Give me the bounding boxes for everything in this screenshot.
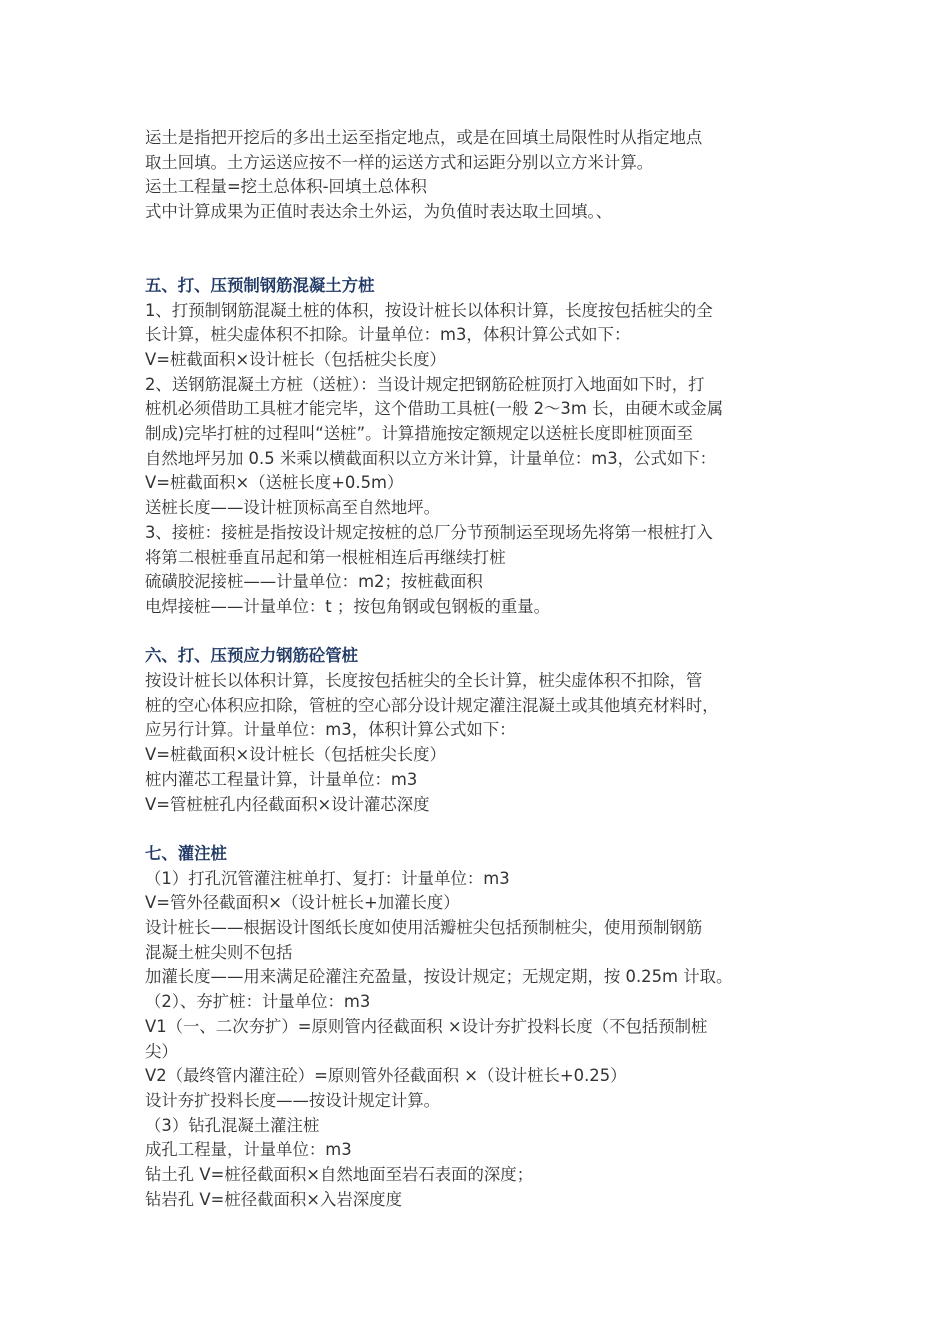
intro-line: 取土回填。土方运送应按不一样的运送方式和运距分别以立方米计算。 bbox=[145, 152, 654, 172]
body-line: 电焊接桩——计量单位：t ；按包角钢或包钢板的重量。 bbox=[145, 596, 551, 616]
body-line: （1）打孔沉管灌注桩单打、复打：计量单位：m3 bbox=[145, 868, 510, 888]
intro-line: 运土是指把开挖后的多出土运至指定地点，或是在回填土局限性时从指定地点 bbox=[145, 128, 703, 147]
body-line: 加灌长度——用来满足砼灌注充盈量，按设计规定；无规定期，按 0.25m 计取。 bbox=[145, 967, 733, 987]
section-heading: 七、灌注桩 bbox=[145, 843, 227, 863]
body-line: 设计夯扩投料长度——按设计规定计算。 bbox=[145, 1090, 441, 1110]
body-line: 钻土孔 V=桩径截面积×自然地面至岩石表面的深度； bbox=[145, 1165, 534, 1185]
intro-line: 运土工程量=挖土总体积-回填土总体积 bbox=[145, 177, 427, 197]
intro-line: 式中计算成果为正值时表达余土外运，为负值时表达取土回填。、 bbox=[145, 202, 613, 222]
section-heading: 五、打、压预制钢筋混凝土方桩 bbox=[145, 275, 375, 295]
body-line: 应另行计算。计量单位：m3，体积计算公式如下： bbox=[145, 720, 516, 740]
body-line: V=桩截面积×设计桩长（包括桩尖长度） bbox=[145, 349, 446, 369]
body-line: 将第二根桩垂直吊起和第一根桩相连后再继续打桩 bbox=[145, 547, 506, 567]
body-line: 设计桩长——根据设计图纸长度如使用活瓣桩尖包括预制桩尖，使用预制钢筋 bbox=[145, 918, 703, 938]
body-line: 1、打预制钢筋混凝土桩的体积，按设计桩长以体积计算，长度按包括桩尖的全 bbox=[145, 300, 713, 320]
body-line: 混凝土桩尖则不包括 bbox=[145, 942, 293, 962]
body-line: 尖） bbox=[145, 1041, 178, 1061]
intro-block bbox=[145, 126, 815, 225]
section-5 bbox=[145, 274, 815, 620]
document-page bbox=[145, 126, 815, 1213]
body-line: 桩的空心体积应扣除，管桩的空心部分设计规定灌注混凝土或其他填充材料时， bbox=[145, 695, 719, 715]
body-line: 自然地坪另加 0.5 米乘以横截面积以立方米计算，计量单位：m3，公式如下： bbox=[145, 448, 716, 468]
body-line: V=管外径截面积×（设计桩长+加灌长度） bbox=[145, 893, 460, 913]
body-line: 长计算，桩尖虚体积不扣除。计量单位：m3，体积计算公式如下： bbox=[145, 325, 631, 345]
section-7 bbox=[145, 842, 815, 1213]
body-line: 桩内灌芯工程量计算，计量单位：m3 bbox=[145, 769, 418, 789]
body-line: V2（最终管内灌注砼）=原则管外径截面积 ×（设计桩长+0.25） bbox=[145, 1066, 627, 1086]
body-line: 送桩长度——设计桩顶标高至自然地坪。 bbox=[145, 498, 441, 518]
body-line: 桩机必须借助工具桩才能完毕，这个借助工具桩(一般 2～3m 长，由硬木或金属 bbox=[145, 399, 724, 419]
body-line: （3）钻孔混凝土灌注桩 bbox=[145, 1115, 320, 1135]
section-heading: 六、打、压预应力钢筋砼管桩 bbox=[145, 646, 359, 666]
body-line: V1（一、二次夯扩）=原则管内径截面积 ×设计夯扩投料长度（不包括预制桩 bbox=[145, 1016, 708, 1036]
section-6 bbox=[145, 644, 815, 817]
body-line: 按设计桩长以体积计算，长度按包括桩尖的全长计算，桩尖虚体积不扣除，管 bbox=[145, 671, 703, 691]
body-line: 成孔工程量，计量单位：m3 bbox=[145, 1140, 352, 1160]
body-line: V=桩截面积×（送桩长度+0.5m） bbox=[145, 473, 404, 493]
body-line: V=管桩桩孔内径截面积×设计灌芯深度 bbox=[145, 794, 430, 814]
body-line: 硫磺胶泥接桩——计量单位：m2；按桩截面积 bbox=[145, 572, 483, 592]
body-line: V=桩截面积×设计桩长（包括桩尖长度） bbox=[145, 745, 446, 765]
body-line: 2、送钢筋混凝土方桩（送桩）：当设计规定把钢筋砼桩顶打入地面如下时，打 bbox=[145, 374, 705, 394]
body-line: 钻岩孔 V=桩径截面积×入岩深度度 bbox=[145, 1189, 402, 1209]
body-line: 制成)完毕打桩的过程叫“送桩”。计算措施按定额规定以送桩长度即桩顶面至 bbox=[145, 424, 693, 444]
body-line: （2）、夯扩桩：计量单位：m3 bbox=[145, 992, 371, 1012]
body-line: 3、接桩：接桩是指按设计规定按桩的总厂分节预制运至现场先将第一根桩打入 bbox=[145, 522, 713, 542]
